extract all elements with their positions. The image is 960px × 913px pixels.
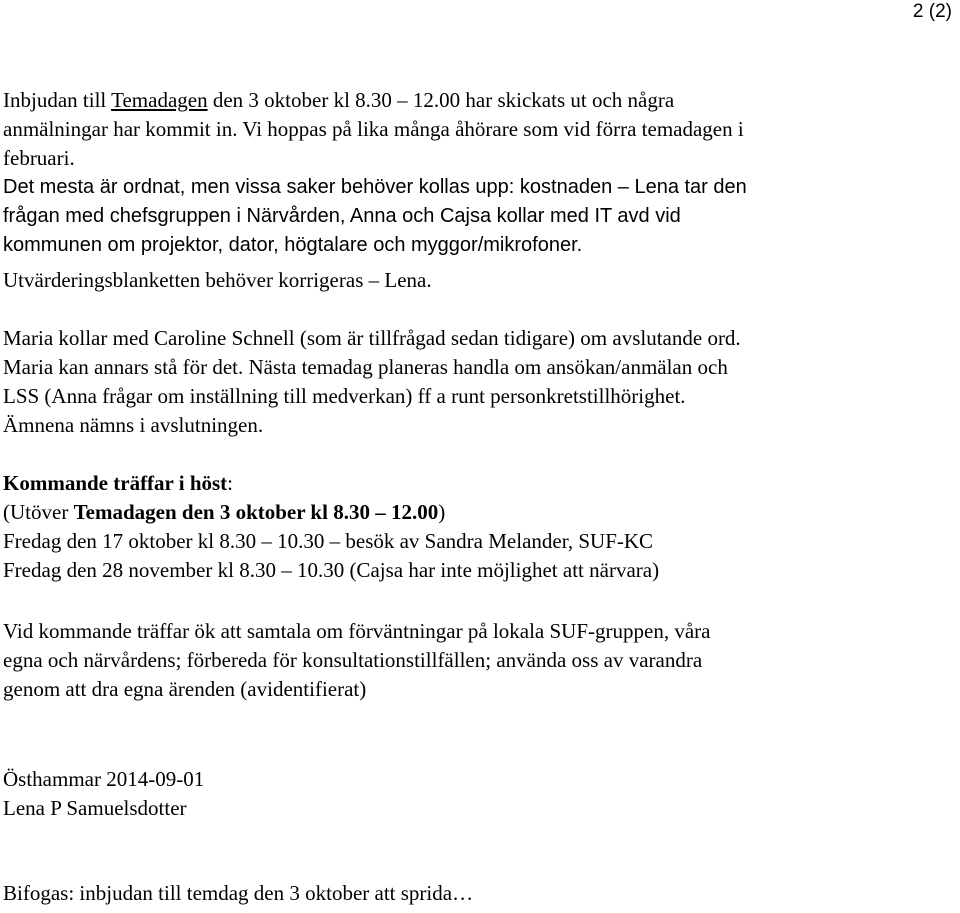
intro-line-1 [3, 86, 953, 115]
meeting-item-1: Fredag den 17 oktober kl 8.30 – 10.30 – besök av Sandra Melander, SUF-KC [3, 529, 654, 553]
intro-line-2: anmälningar har kommit in. Vi hoppas på lika många åhörare som vid förra temadagen i [3, 117, 744, 141]
intro-paragraph [3, 86, 953, 173]
maria-line-2-part-2: Nästa temadag planeras handla om ansökan/anmälan och [243, 355, 728, 379]
next-line-1: Vid kommande träffar ök att samtala om förväntningar på lokala SUF-gruppen, våra [3, 619, 711, 643]
maria-line-4: Ämnena nämns i avslutningen. [3, 413, 264, 437]
meetings-section [3, 469, 953, 585]
intro-line-3: februari. [3, 146, 75, 170]
preparations-paragraph [3, 173, 953, 260]
next-meetings-paragraph [3, 617, 953, 704]
maria-line-2-part-1: Maria kan annars stå för det. [3, 355, 244, 379]
exception-open: (Utöver [3, 500, 74, 524]
attachment-note [3, 879, 953, 908]
page-number: 2 (2) [912, 1, 952, 22]
meetings-exception [3, 498, 953, 527]
preparations-line-1: Det mesta är ordnat, men vissa saker behöver kollas upp: kostnaden – Lena tar den [3, 176, 747, 198]
temadagen-underlined-text: Temadagen [111, 88, 208, 112]
meetings-heading [3, 469, 953, 498]
intro-prefix: Inbjudan till [3, 88, 112, 112]
evaluation-line [3, 266, 953, 295]
maria-line-2 [3, 353, 953, 382]
maria-paragraph [3, 324, 953, 440]
signature-block [3, 765, 953, 823]
preparations-line-2: frågan med chefsgruppen i Närvården, Anna och Cajsa kollar med IT avd vid [3, 205, 681, 227]
evaluation-text: Utvärderingsblanketten behöver korrigeras – Lena. [3, 268, 432, 292]
attachment-text: Bifogas: inbjudan till temdag den 3 oktober att sprida… [3, 881, 474, 905]
maria-line-3: LSS (Anna frågar om inställning till medverkan) ff a runt personkretstillhörighet. [3, 384, 686, 408]
next-line-2: egna och närvårdens; förbereda för konsultationstillfällen; använda oss av varandra [3, 648, 703, 672]
next-line-3: genom att dra egna ärenden (avidentifierat) [3, 677, 367, 701]
meeting-item-2: Fredag den 28 november kl 8.30 – 10.30 (Cajsa har inte möjlighet att närvara) [3, 558, 660, 582]
signature-name: Lena P Samuelsdotter [3, 796, 187, 820]
preparations-line-3: kommunen om projektor, dator, högtalare och myggor/mikrofoner. [3, 234, 583, 256]
exception-bold: Temadagen den 3 oktober kl 8.30 – 12.00 [73, 500, 439, 524]
signature-place-date: Östhammar 2014-09-01 [3, 767, 205, 791]
intro-suffix: den 3 oktober kl 8.30 – 12.00 har skickats ut och några [207, 88, 675, 112]
maria-line-1: Maria kollar med Caroline Schnell (som är tillfrågad sedan tidigare) om avslutande ord. [3, 326, 741, 350]
exception-close: ) [438, 500, 446, 524]
meetings-heading-colon: : [227, 471, 234, 495]
meetings-heading-text: Kommande träffar i höst [3, 471, 228, 495]
